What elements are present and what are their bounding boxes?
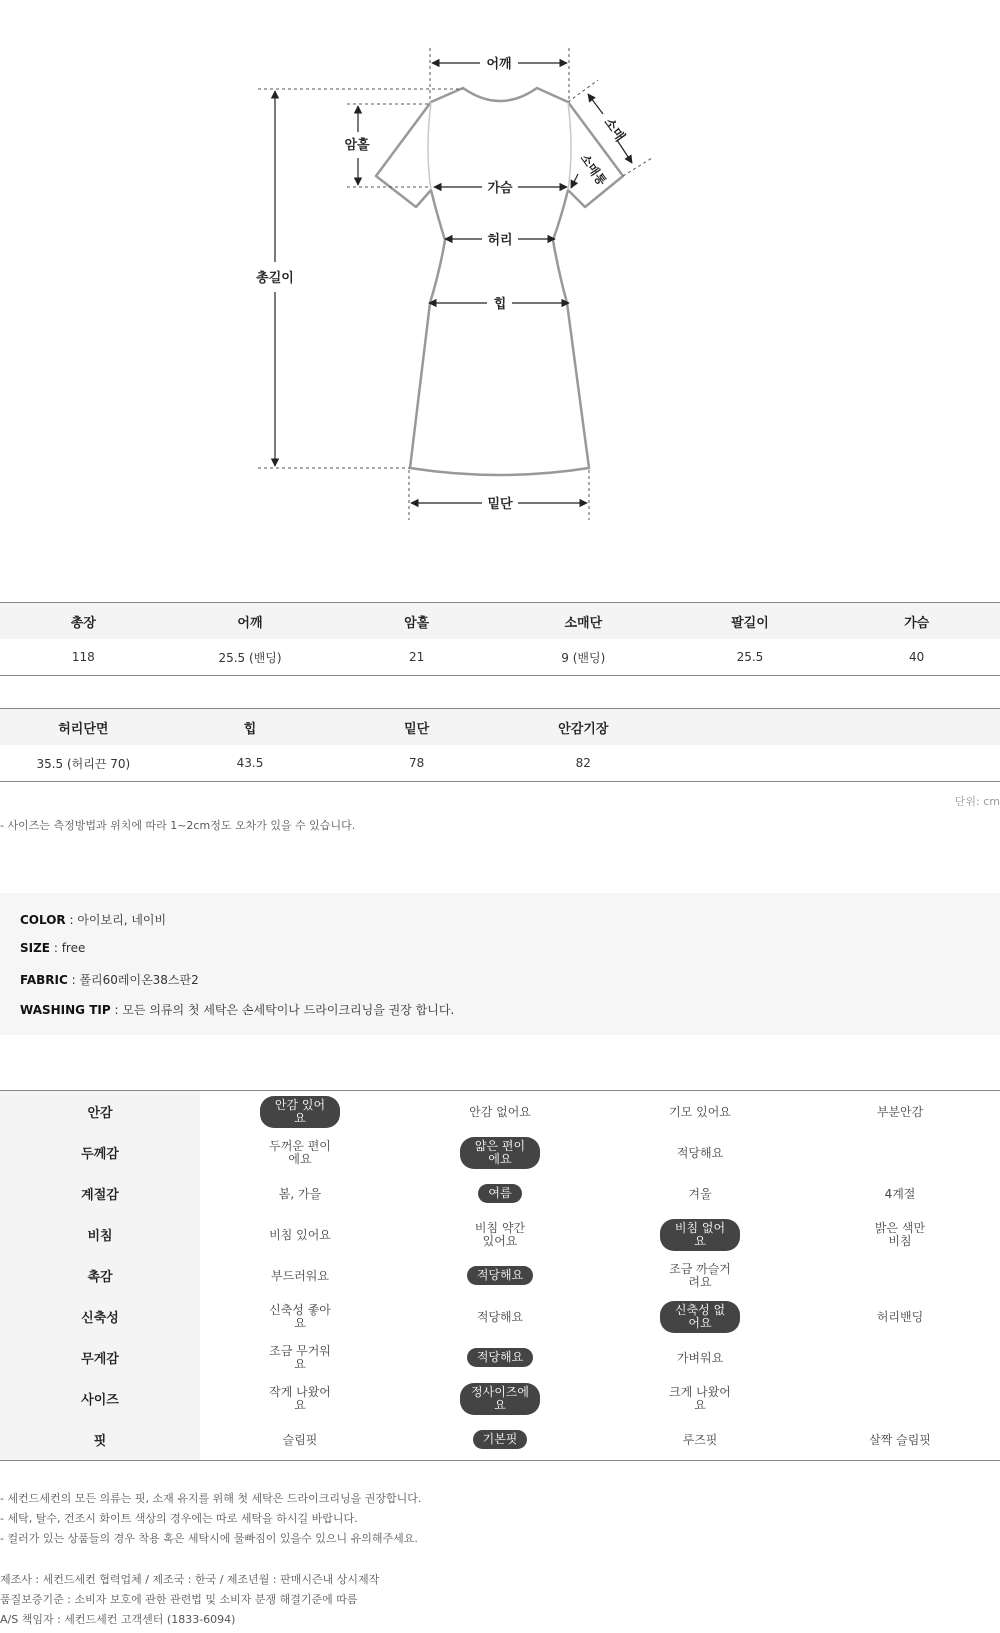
feel-option: 부분안감 [876, 1104, 924, 1119]
feel-option: 밝은 색만 비침 [874, 1220, 926, 1248]
feel-option: 허리밴딩 [876, 1309, 924, 1324]
size-value: 21 [409, 650, 425, 664]
feel-row [0, 1419, 1000, 1461]
care-note: - 컬러가 있는 상품들의 경우 착용 혹은 세탁시에 물빠짐이 있을수 있으니 유의해주세요. [0, 1532, 418, 1545]
feel-row-label: 신축성 [0, 1296, 200, 1337]
size-value: 35.5 (허리끈 70) [36, 756, 131, 771]
size-value: 82 [575, 756, 591, 770]
size-value: 78 [409, 756, 425, 770]
unit-label: 단위: cm [954, 795, 1000, 808]
product-footer [0, 1570, 379, 1630]
feel-option-selected: 정사이즈에요 [460, 1383, 540, 1415]
feel-cell [800, 1214, 1000, 1255]
feel-option: 봄, 가을 [278, 1186, 322, 1201]
size-value [667, 745, 834, 782]
garment-measurement-diagram [0, 0, 1000, 560]
feel-row-label: 무게감 [0, 1337, 200, 1378]
care-notes [0, 1489, 421, 1549]
feel-cell [800, 1296, 1000, 1337]
feel-cell [800, 1091, 1000, 1133]
feel-option: 조금 무거워요 [269, 1343, 331, 1371]
size-header: 팔길이 [667, 603, 834, 640]
size-note: - 사이즈는 측정방법과 위치에 따라 1~2cm정도 오차가 있을 수 있습니다. [0, 819, 356, 832]
feel-row [0, 1091, 1000, 1133]
feel-cell [800, 1132, 1000, 1173]
feel-option: 루즈핏 [682, 1432, 718, 1447]
size-table-1-header [0, 603, 1000, 640]
product-info-box [0, 893, 1000, 1035]
size-header: 허리단면 [0, 709, 167, 746]
info-size [20, 941, 85, 955]
feel-option: 비침 약간 있어요 [474, 1220, 526, 1248]
feel-option: 비침 있어요 [269, 1227, 331, 1242]
feel-row-label: 안감 [0, 1091, 200, 1133]
feel-cell [400, 1419, 600, 1461]
label-waist: 허리 [487, 233, 513, 248]
feel-cell [200, 1091, 400, 1133]
feel-row [0, 1255, 1000, 1296]
feel-option: 적당해요 [676, 1145, 724, 1160]
feel-cell [800, 1378, 1000, 1419]
size-value: 118 [71, 650, 95, 664]
feel-cell [600, 1132, 800, 1173]
feel-cell [400, 1255, 600, 1296]
info-washing [20, 1001, 454, 1018]
size-header: 안감기장 [500, 709, 667, 746]
label-armhole: 암홀 [344, 138, 370, 153]
feel-cell [800, 1419, 1000, 1461]
feel-option: 적당해요 [476, 1309, 524, 1324]
feel-cell [600, 1255, 800, 1296]
info-color-value: : 아이보리, 네이비 [65, 913, 167, 927]
label-chest: 가슴 [487, 181, 513, 196]
size-value [833, 745, 1000, 782]
feel-row-label: 계절감 [0, 1173, 200, 1214]
feel-cell [200, 1255, 400, 1296]
feel-cell [800, 1337, 1000, 1378]
dress-outline [376, 88, 623, 475]
feel-cell [200, 1173, 400, 1214]
feel-cell [400, 1173, 600, 1214]
feel-row [0, 1337, 1000, 1378]
size-value: 43.5 [236, 756, 264, 770]
feel-cell [600, 1337, 800, 1378]
label-hem: 밑단 [487, 497, 513, 512]
info-size-label: SIZE [20, 941, 51, 955]
feel-cell [800, 1173, 1000, 1214]
feel-option-selected: 비침 없어요 [660, 1219, 740, 1251]
feel-option: 부드러워요 [271, 1268, 329, 1283]
size-header: 어깨 [167, 603, 334, 640]
feel-cell [400, 1214, 600, 1255]
feel-row [0, 1173, 1000, 1214]
label-shoulder: 어깨 [486, 57, 512, 72]
feel-row-label: 촉감 [0, 1255, 200, 1296]
size-header [667, 709, 834, 746]
size-table-1-values [0, 639, 1000, 676]
feel-cell [600, 1173, 800, 1214]
info-fabric-value: : 폴리60레이온38스판2 [67, 973, 199, 987]
size-header: 총장 [0, 603, 167, 640]
label-total-length: 총길이 [256, 271, 294, 286]
feel-option: 기모 있어요 [669, 1104, 731, 1119]
feel-option-selected: 적당해요 [467, 1348, 533, 1367]
size-value: 40 [909, 650, 925, 664]
feel-option: 신축성 좋아요 [269, 1302, 331, 1330]
size-header [833, 709, 1000, 746]
feel-row [0, 1296, 1000, 1337]
feel-cell [600, 1091, 800, 1133]
feel-cell [400, 1296, 600, 1337]
label-hip: 힙 [493, 297, 507, 312]
feel-option-selected: 신축성 없어요 [660, 1301, 740, 1333]
feel-cell [600, 1419, 800, 1461]
feel-cell [400, 1132, 600, 1173]
feel-row [0, 1132, 1000, 1173]
feel-option-selected: 여름 [478, 1184, 521, 1203]
feel-option: 슬림핏 [282, 1432, 318, 1447]
feel-option: 두꺼운 편이에요 [269, 1138, 331, 1166]
footer-manufacturer: 제조사 : 세컨드세컨 협력업체 / 제조국 : 한국 / 제조년월 : 판매시즌내 상시제작 [0, 1573, 380, 1586]
size-header: 암홀 [333, 603, 500, 640]
feel-option: 크게 나왔어요 [669, 1384, 731, 1412]
feel-option: 겨울 [688, 1186, 712, 1201]
feel-cell [400, 1378, 600, 1419]
info-color [20, 911, 166, 928]
feel-option: 작게 나왔어요 [269, 1384, 331, 1412]
feel-cell [600, 1214, 800, 1255]
feel-option: 조금 까슬거려요 [669, 1261, 731, 1289]
feel-row-label: 비침 [0, 1214, 200, 1255]
size-table-2-values [0, 745, 1000, 782]
footer-quality: 품질보증기준 : 소비자 보호에 관한 관련법 및 소비자 분쟁 해결기준에 따름 [0, 1593, 358, 1606]
size-value: 9 (밴딩) [561, 650, 606, 665]
feel-row-label: 두께감 [0, 1132, 200, 1173]
feel-option-selected: 기본핏 [473, 1430, 528, 1449]
feel-cell [400, 1091, 600, 1133]
size-header: 소매단 [500, 603, 667, 640]
fabric-feel-table [0, 1090, 1000, 1461]
feel-option-selected: 적당해요 [467, 1266, 533, 1285]
size-table-2-header [0, 709, 1000, 746]
size-header: 힙 [167, 709, 334, 746]
footer-as: A/S 책임자 : 세컨드세컨 고객센터 (1833-6094) [0, 1613, 236, 1626]
size-value: 25.5 (밴딩) [218, 650, 282, 665]
size-value: 25.5 [736, 650, 764, 664]
feel-option: 살짝 슬림핏 [869, 1432, 931, 1447]
feel-cell [200, 1132, 400, 1173]
feel-option: 4계절 [884, 1186, 916, 1201]
care-note: - 세컨드세컨의 모든 의류는 핏, 소재 유지를 위해 첫 세탁은 드라이크리닝을 권장합니다. [0, 1492, 422, 1505]
feel-cell [200, 1296, 400, 1337]
feel-row-label: 사이즈 [0, 1378, 200, 1419]
info-size-value: : free [50, 941, 86, 955]
feel-option-selected: 얇은 편이에요 [460, 1137, 540, 1169]
feel-option: 안감 없어요 [469, 1104, 531, 1119]
feel-row [0, 1214, 1000, 1255]
label-sleeve-width: 소매통 [577, 151, 609, 188]
size-header: 가슴 [833, 603, 1000, 640]
feel-option: 가벼워요 [676, 1350, 724, 1365]
feel-cell [200, 1214, 400, 1255]
feel-cell [400, 1337, 600, 1378]
feel-cell [200, 1337, 400, 1378]
feel-row [0, 1378, 1000, 1419]
feel-option-selected: 안감 있어요 [260, 1096, 340, 1128]
info-fabric-label: FABRIC [20, 973, 68, 987]
info-color-label: COLOR [20, 913, 66, 927]
size-header: 밑단 [333, 709, 500, 746]
size-table-1 [0, 602, 1000, 676]
feel-cell [600, 1378, 800, 1419]
feel-cell [800, 1255, 1000, 1296]
label-sleeve: 소매 [600, 115, 628, 145]
info-washing-value: : 모든 의류의 첫 세탁은 손세탁이나 드라이크리닝을 권장 합니다. [110, 1003, 455, 1017]
feel-row-label: 핏 [0, 1419, 200, 1461]
feel-cell [200, 1378, 400, 1419]
care-note: - 세탁, 탈수, 건조시 화이트 색상의 경우에는 따로 세탁을 하시길 바랍니다. [0, 1512, 358, 1525]
size-table-2 [0, 708, 1000, 782]
info-washing-label: WASHING TIP [20, 1003, 111, 1017]
info-fabric [20, 971, 199, 988]
feel-cell [200, 1419, 400, 1461]
feel-cell [600, 1296, 800, 1337]
